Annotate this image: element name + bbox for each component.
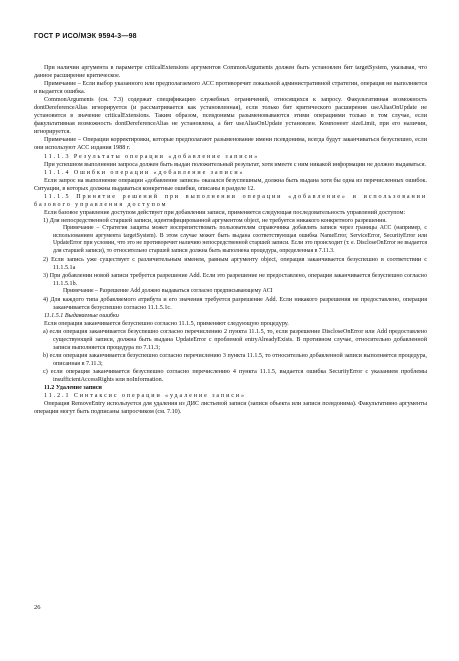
paragraph: Если базовое управление доступом действует при добавлении записи, применяется следующая последовательность управлений доступом: bbox=[44, 209, 406, 216]
paragraph: Если операция заканчивается безуспешно согласно 11.1.5, применяют следующую процедуру. bbox=[44, 320, 289, 327]
paragraph: Если запрос на выполнение операции «добавление записи» оказался безуспешным, должна быть выдана хотя бы одна из перечисленных ошибок. Ситуации, в которых должны выдаваться конкретные ошибки, описаны в разделе 12. bbox=[34, 177, 427, 192]
paragraph: При успешном выполнении запроса должен быть выдан положительный результат, хотя имеете с ним никакой информации не должно выдаваться. bbox=[44, 161, 427, 168]
page-number: 26 bbox=[34, 604, 41, 611]
list-item: b) если операция заканчивается безуспешно согласно перечислению 3 пункта 11.1.5, то относительно добавленной записи выполняется процедура, описанная в 7.11.3; bbox=[43, 352, 427, 368]
list-item: 4) Для каждого типа добавляемого атрибута и его значения требуется разрешение Add. Если никакого разрешения не предоставлено, операция заканчивается безуспешно согласно 11.1.5.1c. bbox=[43, 296, 427, 311]
paragraph: При наличии аргумента в параметре criticalExtensions аргументов CommonArguments должен быть установлен бит targetSystem, указывая, что данное расширение критическое. bbox=[34, 65, 427, 80]
list-item: 2) Если запись уже существует с различительным именем, равным аргументу object, операция заканчивается безуспешно в соответствии с 11.1.5.1a bbox=[43, 256, 427, 271]
list-item: a) если операция заканчивается безуспешно согласно перечислению 2 пункта 11.1.5, то, если разрешение DiscloseOnError или Add предоставлено существующей записи, должна быть выдана UpdateError с проблемой entryAlreadyExists. В противном случае, относительно добавленной записи выполняется процедура по 7.11.3; bbox=[43, 328, 427, 351]
note: Примечание – Операции корректировки, которые предполагают разыменование имени псевдонима, всегда будут заканчиваться безуспешно, если они используют АСС издания 1988 г. bbox=[34, 137, 427, 152]
paragraph: Операция RemoveEntry используется для удаления из ДИС листьевой записи (записи объекта или записи псевдонима). Факультативно аргументы операции могут быть подписаны запросчиком (см. 7.10). bbox=[34, 401, 427, 416]
paragraph: CommonArguments (см. 7.3) содержат спецификацию служебных ограничений, относящихся к запросу. Факультативная возможность dontDereferenceAlias игнорируется (и рассматривается как установленная), если только бит критического расширения useAliasOnUpdate не установится в значение criticalExtensions. Таким образом, псевдонимы разыменовываются этими операциями только в том случае, если факультативная возможность dontDereferenceAlias не установлена, а бит useAliasOnUpdate установлен. Компонент sizeLimit, при его наличии, игнорируется. bbox=[34, 97, 427, 136]
note: Примечание – Если выбор указанного или предполагаемого АСС противоречит локальной административной стратегии, операция не выполняется и выдается ошибка. bbox=[34, 81, 427, 96]
section-heading: 11.1.4 Ошибки операции «добавление записи» bbox=[44, 169, 245, 176]
list-item: 1) Для непосредственной старшей записи, идентифицированной аргументом object, не требуется никакого конкретного разрешения. bbox=[43, 217, 387, 224]
page-body bbox=[34, 64, 427, 416]
page-header: ГОСТ Р ИСО/МЭК 9594-3—98 bbox=[34, 33, 137, 40]
list-item: 3) При добавлении новой записи требуется разрешение Add. Если это разрешение не предоставлено, операция заканчивается безуспешно согласно 11.1.5.1b. bbox=[43, 272, 427, 287]
section-heading: 11.2.1 Синтаксис операции «удаление записи» bbox=[44, 393, 246, 400]
section-heading: 11.2 Удаление записи bbox=[44, 385, 102, 392]
list-item: c) если операция заканчивается безуспешно согласно перечислению 4 пункта 11.1.5, выдается ошибка SecurityError с указанием проблемы insufficientAccessRights или noInformation. bbox=[43, 369, 427, 384]
note: Примечание – Разрешение Add должно выдаваться согласно предписывающему ACI bbox=[63, 287, 273, 294]
subsection-heading: 11.1.5.1 Выдаваемые ошибки bbox=[44, 312, 119, 319]
section-heading: 11.1.5 Принятие решений при выполнении операции «добавление» и использовании базового управления доступом bbox=[34, 193, 427, 208]
note: Примечание – Стратегия защиты может воспрепятствовать пользователям справочника добавлять записи через границы АСС (например, с использованием аргумента targetSystem). В этом случае может быть выдана соответствующая ошибка NameError, ServiceError, SecurityError или UpdateError при условии, что это не противоречит наличию непосредственной старшей записи. Если это происходит (т. е. DiscloseOnError не выдается для старшей записи), то относительно старшей записи должна быть выполнена процедура, определенная в 7.11.3. bbox=[53, 224, 427, 255]
section-heading: 11.1.3 Результаты операции «добавление записи» bbox=[44, 153, 260, 160]
